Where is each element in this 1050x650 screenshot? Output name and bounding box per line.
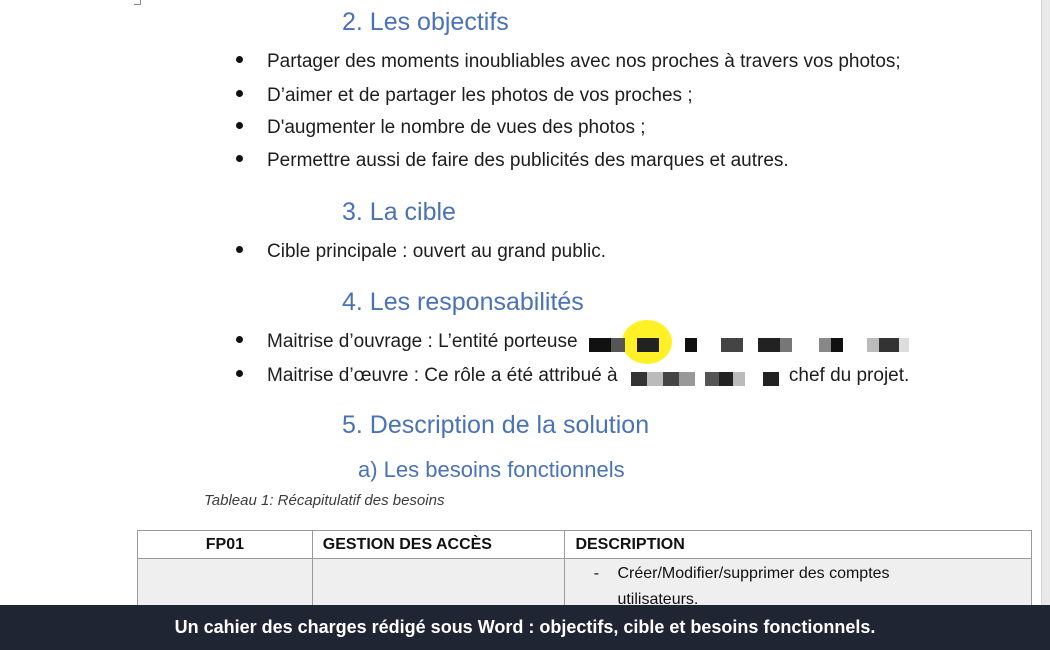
dash-marker [575,587,617,605]
heading-description: 5. Description de la solution [342,411,650,439]
bullet-text: D’aimer et de partager les photos de vos proches ; [267,85,693,106]
bullet-icon [236,122,243,129]
table-cell [312,559,565,606]
list-item [236,49,901,75]
requirements-table [137,530,1032,605]
heading-cible: 3. La cible [342,198,456,226]
subheading-besoins: a) Les besoins fonctionnels [358,457,625,482]
description-text: Créer/Modifier/supprimer des comptes [617,565,890,582]
list-item [575,587,1021,605]
table-caption: Tableau 1: Récapitulatif des besoins [204,492,445,509]
heading-objectifs: 2. Les objectifs [342,8,509,36]
table-header-cell: GESTION DES ACCÈS [312,531,565,559]
page-right-margin [1041,0,1050,605]
list-item [236,83,693,109]
bullet-text: Permettre aussi de faire des publicités des marques et autres. [267,150,789,171]
video-subtitle-bar [0,605,1050,650]
table-row [138,559,1032,606]
bullet-icon [236,90,243,97]
redacted-block [623,366,789,386]
bullet-icon [236,155,243,162]
bullet-text: Maitrise d’œuvre : Ce rôle a été attribué à [267,365,618,386]
list-item [236,239,606,265]
table-header-row [138,531,1032,559]
bullet-icon [236,246,243,253]
description-text: utilisateurs. [617,591,699,605]
heading-responsabilites: 4. Les responsabilités [342,288,584,316]
table-header-cell: DESCRIPTION [565,531,1032,559]
list-item [236,148,789,174]
list-item [236,363,909,389]
bullet-text: Partager des moments inoubliables avec nos proches à travers vos photos; [267,51,901,72]
bullet-text: Cible principale : ouvert au grand public. [267,241,607,262]
bullet-text: D'augmenter le nombre de vues des photos ; [267,117,646,138]
redacted-block [583,332,913,352]
bullet-icon [236,56,243,63]
dash-marker: - [593,565,600,582]
bullet-text-suffix: chef du projet. [788,365,910,386]
list-item [575,561,1021,587]
bullet-icon [236,336,243,343]
page-corner-mark [134,0,141,5]
bullet-text: Maitrise d’ouvrage : L’entité porteuse [267,331,578,352]
table-header-cell: FP01 [138,531,313,559]
bullet-icon [236,370,243,377]
list-item [236,329,913,355]
table-cell-description [565,559,1032,606]
list-item [236,115,646,141]
table-cell [138,559,313,606]
subtitle-text: Un cahier des charges rédigé sous Word : objectifs, cible et besoins fonctionnels. [174,617,876,637]
